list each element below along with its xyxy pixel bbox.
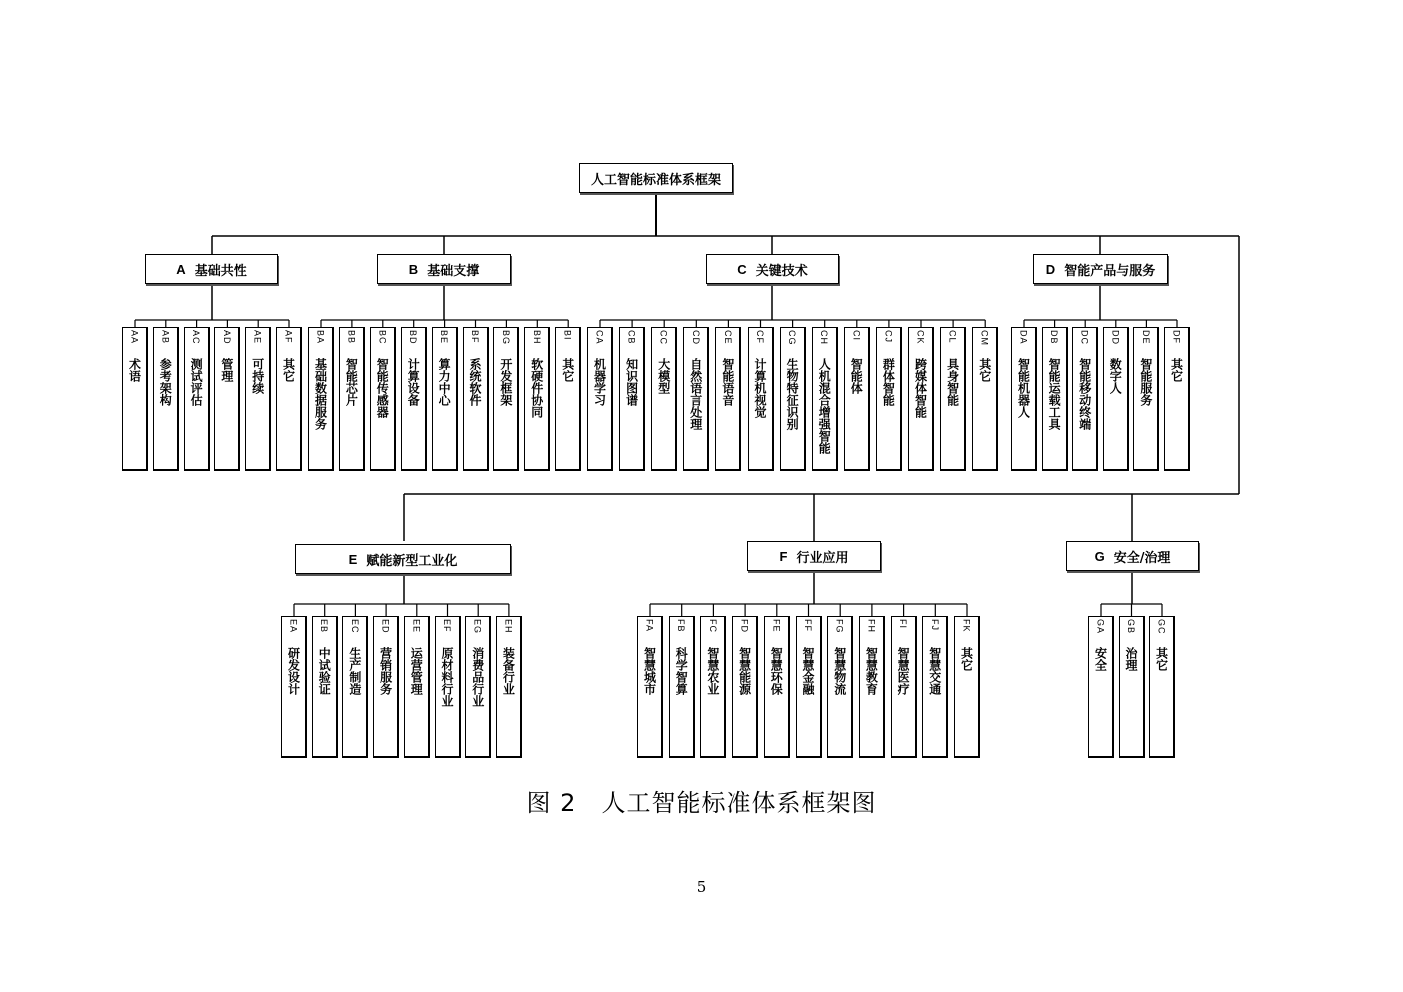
leaf-node-EC [342,616,368,758]
group-name: 关键技术 [755,263,808,279]
leaf-node-FA [637,616,663,758]
leaf-node-DF [1164,327,1190,471]
leaf-name: 系统软件 [468,358,482,406]
leaf-name: 智能语音 [720,358,735,406]
leaf-name: 跨媒体智能 [913,358,928,418]
leaf-name: 开发框架 [498,358,513,406]
leaf-node-FK [954,616,980,758]
leaf-code: CH [819,330,830,345]
leaf-name: 算力中心 [437,358,452,406]
group-name: 智能产品与服务 [1064,263,1156,279]
leaf-code: CM [979,330,990,346]
leaf-node-BF [463,327,489,471]
leaf-name: 可持续 [250,358,265,394]
leaf-node-GB [1119,616,1145,758]
leaf-name: 智能体 [849,358,864,394]
leaf-name: 其它 [959,647,974,671]
leaf-code: AE [252,330,263,345]
leaf-code: CJ [883,330,894,343]
leaf-code: FC [707,619,718,633]
leaf-name: 智能服务 [1138,358,1153,406]
leaf-code: GC [1156,619,1167,635]
leaf-name: 自然语言处理 [688,358,703,430]
leaf-name: 具身智能 [945,358,960,406]
leaf-name: 智能机器人 [1016,358,1031,418]
leaf-node-EF [435,616,461,758]
leaf-code: FD [739,619,750,633]
leaf-node-BG [493,327,519,471]
leaf-name: 智慧城市 [642,647,657,695]
group-name: 基础支撑 [427,263,480,279]
leaf-name: 运营管理 [409,647,424,695]
leaf-node-CK [908,327,934,471]
leaf-node-AF [276,327,302,471]
leaf-name: 智能运载工具 [1047,358,1062,430]
leaf-name: 消费品行业 [470,647,485,707]
leaf-node-CM [972,327,998,471]
leaf-node-AC [184,327,210,471]
leaf-node-DA [1011,327,1037,471]
leaf-node-GA [1088,616,1114,758]
leaf-node-AB [153,327,179,471]
leaf-code: BG [500,330,511,346]
leaf-node-CA [587,327,613,471]
leaf-node-BD [401,327,427,471]
leaf-name: 智能移动终端 [1077,358,1092,430]
leaf-code: CK [915,330,926,345]
leaf-code: EE [411,619,422,634]
leaf-name: 管理 [219,358,234,382]
leaf-node-AE [245,327,271,471]
leaf-code: DB [1049,330,1060,345]
leaf-code: EH [503,619,514,634]
group-name: 安全/治理 [1113,550,1171,566]
leaf-code: EF [442,619,452,633]
group-code: C [737,261,747,277]
group-name: 行业应用 [796,550,849,566]
leaf-name: 中试验证 [317,647,332,695]
root-node [579,163,733,193]
leaf-node-CL [940,327,966,471]
group-code: D [1045,261,1056,277]
leaf-node-CH [812,327,838,471]
leaf-node-EB [312,616,338,758]
leaf-node-FI [891,616,917,758]
leaf-code: FG [834,619,845,634]
leaf-name: 装备行业 [501,647,516,695]
leaf-code: GA [1095,619,1106,635]
leaf-name: 智慧交通 [927,647,942,695]
group-node-G [1066,541,1199,571]
leaf-name: 人机混合增强智能 [817,358,832,454]
leaf-code: DE [1140,330,1151,345]
leaf-code: AD [221,330,232,345]
leaf-code: FA [644,619,655,633]
leaf-name: 治理 [1124,647,1138,671]
leaf-name: 智慧物流 [832,647,847,695]
leaf-code: FF [803,619,813,632]
group-node-F [747,541,881,571]
leaf-code: BI [562,330,573,341]
leaf-node-FE [764,616,790,758]
leaf-node-CJ [876,327,902,471]
leaf-code: CB [626,330,637,345]
leaf-node-CI [844,327,870,471]
leaf-name: 其它 [281,358,296,382]
leaf-code: DF [1171,330,1182,344]
leaf-node-DD [1103,327,1129,471]
leaf-code: DA [1018,330,1029,345]
leaf-node-BI [555,327,581,471]
leaf-code: AF [283,330,294,344]
leaf-node-GC [1149,616,1175,758]
leaf-name: 机器学习 [592,358,607,406]
leaf-node-DC [1072,327,1098,471]
leaf-node-FD [732,616,758,758]
leaf-node-EG [465,616,491,758]
leaf-code: FB [676,619,687,633]
leaf-node-EE [404,616,430,758]
leaf-name: 其它 [1169,358,1184,382]
leaf-name: 智慧农业 [705,647,720,695]
leaf-name: 软硬件协同 [529,358,544,418]
leaf-name: 知识图谱 [624,358,639,406]
leaf-code: CF [755,330,765,344]
leaf-node-FG [827,616,853,758]
root-node-label: 人工智能标准体系框架 [590,172,721,188]
group-node-D [1033,254,1168,284]
group-name: 赋能新型工业化 [366,553,458,569]
leaf-node-EH [496,616,522,758]
leaf-code: CG [787,330,798,346]
leaf-code: EG [472,619,483,635]
leaf-code: BE [439,330,450,345]
leaf-name: 计算设备 [406,358,421,406]
leaf-code: CD [690,330,701,345]
leaf-node-FB [669,616,695,758]
group-code: E [348,551,358,567]
group-node-B [377,254,511,284]
group-code: G [1094,548,1105,564]
leaf-code: CA [594,330,605,345]
leaf-name: 安全 [1093,647,1108,671]
leaf-name: 基础数据服务 [313,358,328,430]
page-number: 5 [696,878,707,896]
leaf-code: FJ [929,619,940,631]
figure-caption: 图 2 人工智能标准体系框架图 [526,789,877,817]
leaf-node-BE [432,327,458,471]
leaf-name: 计算机视觉 [753,358,767,418]
group-node-C [706,254,839,284]
leaf-name: 智慧金融 [801,647,815,695]
leaf-node-BC [370,327,396,471]
leaf-node-CG [780,327,806,471]
leaf-code: CI [851,330,862,341]
group-code: B [408,261,419,277]
leaf-name: 科学智算 [674,647,689,695]
leaf-code: ED [380,619,391,634]
leaf-code: DC [1079,330,1090,345]
leaf-name: 智慧医疗 [896,647,911,695]
leaf-code: CE [722,330,733,345]
leaf-name: 原材料行业 [440,647,454,707]
leaf-node-BH [524,327,550,471]
group-code: A [176,261,186,277]
leaf-node-FJ [922,616,948,758]
leaf-code: AA [129,330,140,345]
leaf-code: AB [160,330,171,345]
leaf-node-CC [651,327,677,471]
leaf-code: CC [658,330,669,345]
leaf-node-FF [796,616,822,758]
leaf-name: 研发设计 [286,647,301,695]
leaf-name: 数字人 [1108,358,1123,394]
leaf-node-AA [122,327,148,471]
leaf-code: EC [349,619,360,634]
leaf-code: AC [191,330,202,345]
group-node-A [145,254,278,284]
leaf-name: 智能传感器 [375,358,390,418]
leaf-node-FC [700,616,726,758]
leaf-name: 群体智能 [881,358,896,406]
leaf-code: BB [346,330,357,345]
leaf-code: FK [961,619,972,633]
group-node-E [295,544,511,574]
leaf-code: DD [1110,330,1121,345]
leaf-name: 其它 [560,358,575,382]
leaf-code: BA [315,330,326,345]
leaf-node-AD [214,327,240,471]
leaf-name: 其它 [977,358,992,382]
leaf-name: 参考架构 [158,358,173,406]
leaf-name: 智慧环保 [769,647,784,695]
leaf-name: 其它 [1154,647,1169,671]
leaf-name: 智慧能源 [737,647,752,695]
leaf-code: CL [947,330,958,344]
leaf-code: BC [377,330,388,345]
leaf-node-CF [748,327,774,471]
leaf-node-BA [308,327,334,471]
leaf-name: 大模型 [656,358,671,394]
leaf-code: BH [531,330,542,345]
leaf-code: FE [771,619,782,633]
leaf-node-EA [281,616,307,758]
leaf-name: 生产制造 [347,647,362,695]
leaf-node-BB [339,327,365,471]
leaf-code: EB [319,619,330,634]
leaf-name: 智能芯片 [344,358,359,406]
leaf-name: 营销服务 [378,647,393,695]
leaf-code: FI [898,619,909,629]
leaf-node-CE [715,327,741,471]
leaf-name: 生物特征识别 [785,358,800,430]
leaf-code: EA [288,619,299,634]
leaf-code: BF [470,330,480,344]
leaf-node-DB [1042,327,1068,471]
leaf-node-ED [373,616,399,758]
leaf-node-CB [619,327,645,471]
leaf-code: BD [408,330,419,345]
leaf-node-CD [683,327,709,471]
leaf-name: 测试评估 [189,358,204,406]
leaf-code: FH [866,619,877,633]
leaf-name: 术语 [127,358,142,382]
leaf-node-FH [859,616,885,758]
leaf-node-DE [1133,327,1159,471]
group-name: 基础共性 [194,263,247,279]
group-code: F [779,548,788,564]
leaf-name: 智慧教育 [864,647,879,695]
leaf-code: GB [1126,619,1136,635]
